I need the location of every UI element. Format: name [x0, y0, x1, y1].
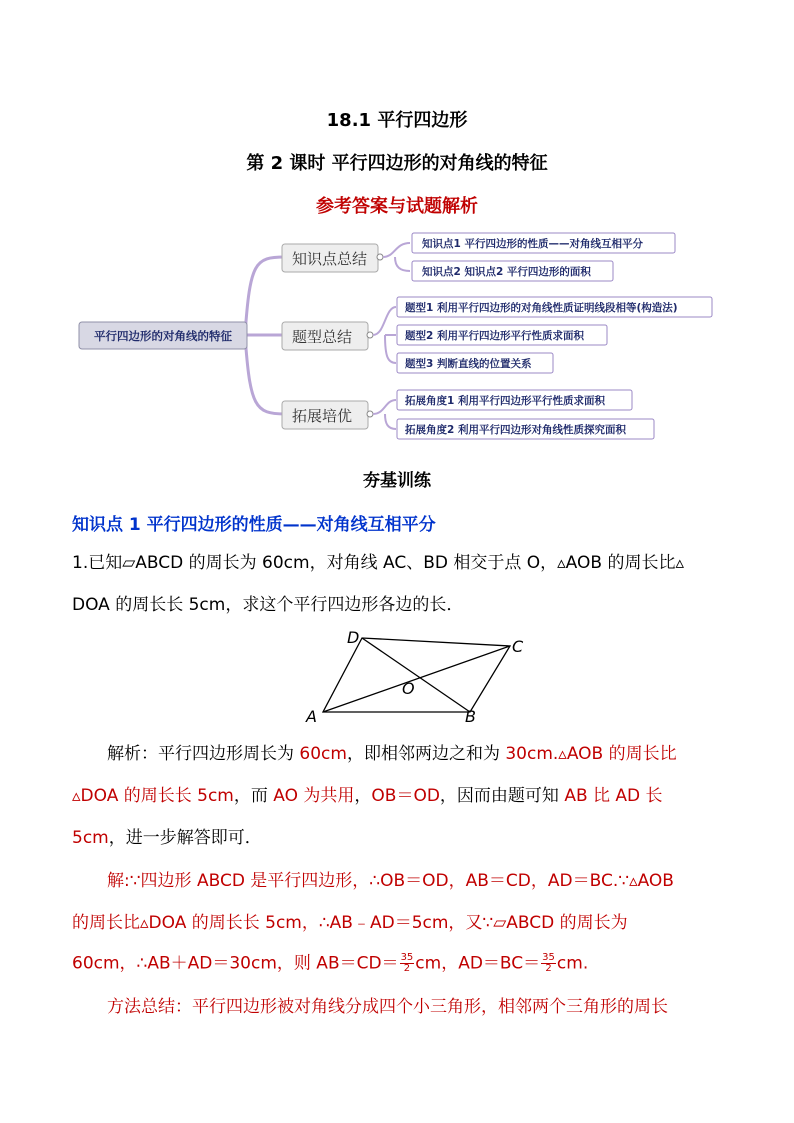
diagonal-ac	[323, 646, 510, 712]
analysis-text: ，进一步解答即可．	[108, 828, 262, 848]
vertex-label-a: A	[306, 707, 317, 726]
analysis-text: ，	[354, 786, 372, 806]
mindmap-item-label: 知识点1 平行四边形的性质——对角线互相平分	[422, 238, 643, 250]
section-title: 18.1 平行四边形	[326, 110, 468, 131]
method-summary	[107, 997, 668, 1017]
fraction	[400, 953, 415, 974]
fraction-denominator: 2	[545, 963, 552, 974]
knowledge-point-heading: 知识点 1 平行四边形的性质——对角线互相平分	[72, 515, 436, 535]
mindmap-item-label: 拓展角度1 利用平行四边形平行性质求面积	[405, 395, 605, 407]
analysis-text: 30cm.▵AOB 的周长比	[505, 744, 677, 764]
analysis-text: 60cm	[299, 744, 347, 764]
mindmap-item-label: 题型2 利用平行四边形平行性质求面积	[405, 330, 584, 342]
branch-knowledge-label: 知识点总结	[292, 250, 368, 268]
analysis-text: OB＝OD	[371, 786, 440, 806]
expand-dot-icon	[377, 254, 383, 260]
mindmap-item-label: 拓展角度2 利用平行四边形对角线性质探究面积	[405, 424, 626, 436]
analysis-line-2	[72, 786, 663, 806]
mind-map	[0, 222, 794, 447]
analysis-text: 解析：平行四边形周长为	[107, 744, 300, 764]
center-label-o: O	[402, 679, 415, 698]
vertex-label-c: C	[512, 637, 524, 656]
analysis-text: ，即相邻两边之和为	[346, 744, 506, 764]
analysis-text: AO 为共用	[273, 786, 355, 806]
method-prefix: 方法总结：	[107, 997, 192, 1017]
solution-text: 60cm，∴AB＋AD＝30cm，则 AB＝CD＝	[72, 953, 399, 974]
mindmap-root-label: 平行四边形的对角线的特征	[94, 329, 232, 343]
expand-dot-icon	[367, 332, 373, 338]
fraction	[541, 953, 556, 974]
analysis-line-1	[107, 744, 677, 764]
answer-title: 参考答案与试题解析	[316, 196, 478, 217]
analysis-text: AB 比 AD 长	[564, 786, 663, 806]
vertex-label-d: D	[347, 628, 360, 647]
method-text: 平行四边形被对角线分成四个小三角形，相邻两个三角形的周长	[192, 997, 668, 1017]
fraction-numerator: 35	[542, 952, 555, 963]
lesson-title: 第 2 课时 平行四边形的对角线的特征	[246, 153, 548, 174]
solution-line-3	[72, 953, 588, 974]
analysis-line-3	[72, 828, 262, 848]
parallelogram-figure	[300, 626, 540, 726]
branch-types-label: 题型总结	[292, 328, 353, 346]
solution-text: cm，AD＝BC＝	[415, 953, 541, 974]
analysis-text: ▵DOA 的周长长 5cm	[72, 786, 234, 806]
branch-extension-label: 拓展培优	[292, 407, 353, 425]
expand-dot-icon	[367, 411, 373, 417]
problem-line-2: DOA 的周长长 5cm，求这个平行四边形各边的长．	[72, 595, 464, 615]
fraction-numerator: 35	[400, 952, 414, 963]
solution-line-1	[107, 871, 674, 891]
solution-text: cm.	[556, 953, 589, 974]
analysis-text: ，而	[233, 786, 274, 806]
analysis-text: ，因而由题可知	[439, 786, 565, 806]
solution-text: 解:	[107, 871, 130, 891]
diagonal-bd	[362, 638, 470, 712]
fraction-denominator: 2	[403, 963, 411, 974]
problem-line-1: 1.已知▱ABCD 的周长为 60cm，对角线 AC、BD 相交于点 O，▵AOB 的周长比▵	[72, 553, 684, 573]
mindmap-item-label: 题型1 利用平行四边形的对角线性质证明线段相等(构造法)	[405, 302, 678, 314]
vertex-label-b: B	[465, 707, 476, 726]
section-heading: 夯基训练	[363, 471, 431, 491]
solution-line-2: 的周长比▵DOA 的周长长 5cm，∴AB﹣AD＝5cm，又∵▱ABCD 的周长为	[72, 913, 628, 933]
mindmap-item-label: 知识点2 知识点2 平行四边形的面积	[422, 266, 591, 278]
mindmap-item-label: 题型3 判断直线的位置关系	[405, 358, 532, 370]
analysis-text: 5cm	[72, 828, 109, 848]
solution-text: ∵四边形 ABCD 是平行四边形，∴OB＝OD，AB＝CD，AD＝BC.∵▵AOB	[129, 871, 674, 891]
